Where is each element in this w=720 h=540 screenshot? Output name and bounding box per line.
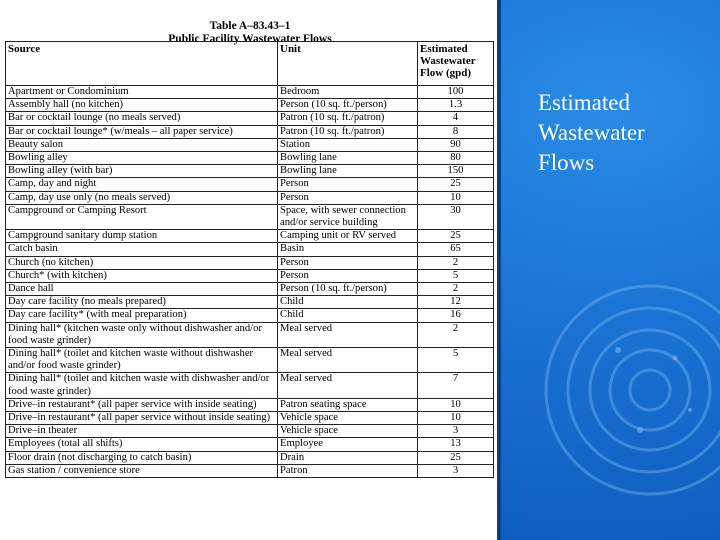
cell-unit: Space, with sewer connection and/or service building xyxy=(278,204,418,229)
table-body xyxy=(6,86,494,478)
cell-unit: Station xyxy=(278,138,418,151)
cell-flow: 3 xyxy=(418,464,494,477)
cell-unit: Patron (10 sq. ft./patron) xyxy=(278,112,418,125)
table-row xyxy=(6,204,494,229)
cell-unit: Vehicle space xyxy=(278,412,418,425)
cell-source: Apartment or Condominium xyxy=(6,86,278,99)
table-row xyxy=(6,464,494,477)
cell-unit: Person xyxy=(278,269,418,282)
cell-unit: Basin xyxy=(278,243,418,256)
cell-source: Gas station / convenience store xyxy=(6,464,278,477)
cell-source: Day care facility* (with meal preparation) xyxy=(6,309,278,322)
cell-source: Dining hall* (kitchen waste only without dishwasher and/or food waste grinder) xyxy=(6,322,278,347)
cell-flow: 7 xyxy=(418,373,494,398)
table-row xyxy=(6,373,494,398)
cell-flow: 3 xyxy=(418,425,494,438)
cell-unit: Patron (10 sq. ft./patron) xyxy=(278,125,418,138)
table-row xyxy=(6,283,494,296)
table-row xyxy=(6,138,494,151)
cell-unit: Bowling lane xyxy=(278,152,418,165)
header-flow: Estimated Wastewater Flow (gpd) xyxy=(418,42,494,86)
cell-flow: 2 xyxy=(418,283,494,296)
cell-unit: Person (10 sq. ft./person) xyxy=(278,283,418,296)
cell-unit: Bowling lane xyxy=(278,165,418,178)
cell-flow: 150 xyxy=(418,165,494,178)
cell-unit: Person xyxy=(278,191,418,204)
cell-source: Catch basin xyxy=(6,243,278,256)
table-caption: Public Facility Wastewater Flows xyxy=(168,33,332,45)
table-row xyxy=(6,309,494,322)
cell-flow: 1.3 xyxy=(418,99,494,112)
slide-title xyxy=(538,88,708,178)
table-row xyxy=(6,348,494,373)
header-source: Source xyxy=(6,42,278,86)
image-edge-divider xyxy=(497,0,501,540)
cell-flow: 8 xyxy=(418,125,494,138)
cell-flow: 80 xyxy=(418,152,494,165)
cell-source: Campground sanitary dump station xyxy=(6,230,278,243)
wastewater-flows-table xyxy=(5,41,494,478)
table-row xyxy=(6,112,494,125)
table-row xyxy=(6,125,494,138)
cell-unit: Person (10 sq. ft./person) xyxy=(278,99,418,112)
cell-flow: 30 xyxy=(418,204,494,229)
cell-unit: Child xyxy=(278,309,418,322)
table-row xyxy=(6,178,494,191)
cell-flow: 65 xyxy=(418,243,494,256)
table-header-row xyxy=(6,42,494,86)
cell-flow: 10 xyxy=(418,412,494,425)
cell-unit: Meal served xyxy=(278,322,418,347)
cell-source: Bar or cocktail lounge (no meals served) xyxy=(6,112,278,125)
header-unit: Unit xyxy=(278,42,418,86)
slide-title-line-1: Estimated xyxy=(538,90,630,115)
cell-source: Assembly hall (no kitchen) xyxy=(6,99,278,112)
cell-source: Camp, day use only (no meals served) xyxy=(6,191,278,204)
table-row xyxy=(6,256,494,269)
cell-source: Beauty salon xyxy=(6,138,278,151)
cell-flow: 2 xyxy=(418,322,494,347)
table-row xyxy=(6,191,494,204)
cell-source: Campground or Camping Resort xyxy=(6,204,278,229)
table-row xyxy=(6,451,494,464)
cell-flow: 5 xyxy=(418,348,494,373)
cell-source: Employees (total all shifts) xyxy=(6,438,278,451)
cell-flow: 25 xyxy=(418,230,494,243)
table-number: Table A–83.43–1 xyxy=(209,20,291,32)
cell-unit: Drain xyxy=(278,451,418,464)
cell-unit: Bedroom xyxy=(278,86,418,99)
cell-flow: 25 xyxy=(418,178,494,191)
cell-unit: Meal served xyxy=(278,348,418,373)
cell-source: Dining hall* (toilet and kitchen waste without dishwasher and/or food waste grinder) xyxy=(6,348,278,373)
table-row xyxy=(6,86,494,99)
cell-source: Bar or cocktail lounge* (w/meals – all paper service) xyxy=(6,125,278,138)
cell-source: Church* (with kitchen) xyxy=(6,269,278,282)
cell-flow: 10 xyxy=(418,398,494,411)
cell-source: Floor drain (not discharging to catch basin) xyxy=(6,451,278,464)
table-row xyxy=(6,99,494,112)
cell-unit: Employee xyxy=(278,438,418,451)
cell-flow: 12 xyxy=(418,296,494,309)
cell-flow: 13 xyxy=(418,438,494,451)
table-row xyxy=(6,438,494,451)
cell-source: Church (no kitchen) xyxy=(6,256,278,269)
cell-source: Drive–in theater xyxy=(6,425,278,438)
table-row xyxy=(6,412,494,425)
cell-flow: 16 xyxy=(418,309,494,322)
table-row xyxy=(6,230,494,243)
cell-source: Camp, day and night xyxy=(6,178,278,191)
table-row xyxy=(6,296,494,309)
table-row xyxy=(6,269,494,282)
cell-unit: Patron xyxy=(278,464,418,477)
cell-source: Drive–in restaurant* (all paper service without inside seating) xyxy=(6,412,278,425)
table-row xyxy=(6,322,494,347)
table-row xyxy=(6,243,494,256)
slide-title-line-2: Wastewater xyxy=(538,120,645,145)
table-row xyxy=(6,425,494,438)
slide-title-line-3: Flows xyxy=(538,150,595,175)
cell-source: Day care facility (no meals prepared) xyxy=(6,296,278,309)
cell-unit: Camping unit or RV served xyxy=(278,230,418,243)
table-row xyxy=(6,152,494,165)
cell-source: Bowling alley xyxy=(6,152,278,165)
cell-source: Dance hall xyxy=(6,283,278,296)
cell-unit: Meal served xyxy=(278,373,418,398)
table-row xyxy=(6,398,494,411)
cell-flow: 4 xyxy=(418,112,494,125)
cell-source: Drive–in restaurant* (all paper service with inside seating) xyxy=(6,398,278,411)
cell-source: Dining hall* (toilet and kitchen waste with dishwasher and/or food waste grinder) xyxy=(6,373,278,398)
cell-flow: 25 xyxy=(418,451,494,464)
cell-unit: Patron seating space xyxy=(278,398,418,411)
cell-unit: Person xyxy=(278,178,418,191)
table-row xyxy=(6,165,494,178)
cell-flow: 5 xyxy=(418,269,494,282)
cell-flow: 100 xyxy=(418,86,494,99)
cell-source: Bowling alley (with bar) xyxy=(6,165,278,178)
cell-flow: 90 xyxy=(418,138,494,151)
cell-unit: Child xyxy=(278,296,418,309)
cell-unit: Vehicle space xyxy=(278,425,418,438)
water-ripple-icon xyxy=(500,240,720,500)
cell-flow: 10 xyxy=(418,191,494,204)
cell-flow: 2 xyxy=(418,256,494,269)
cell-unit: Person xyxy=(278,256,418,269)
